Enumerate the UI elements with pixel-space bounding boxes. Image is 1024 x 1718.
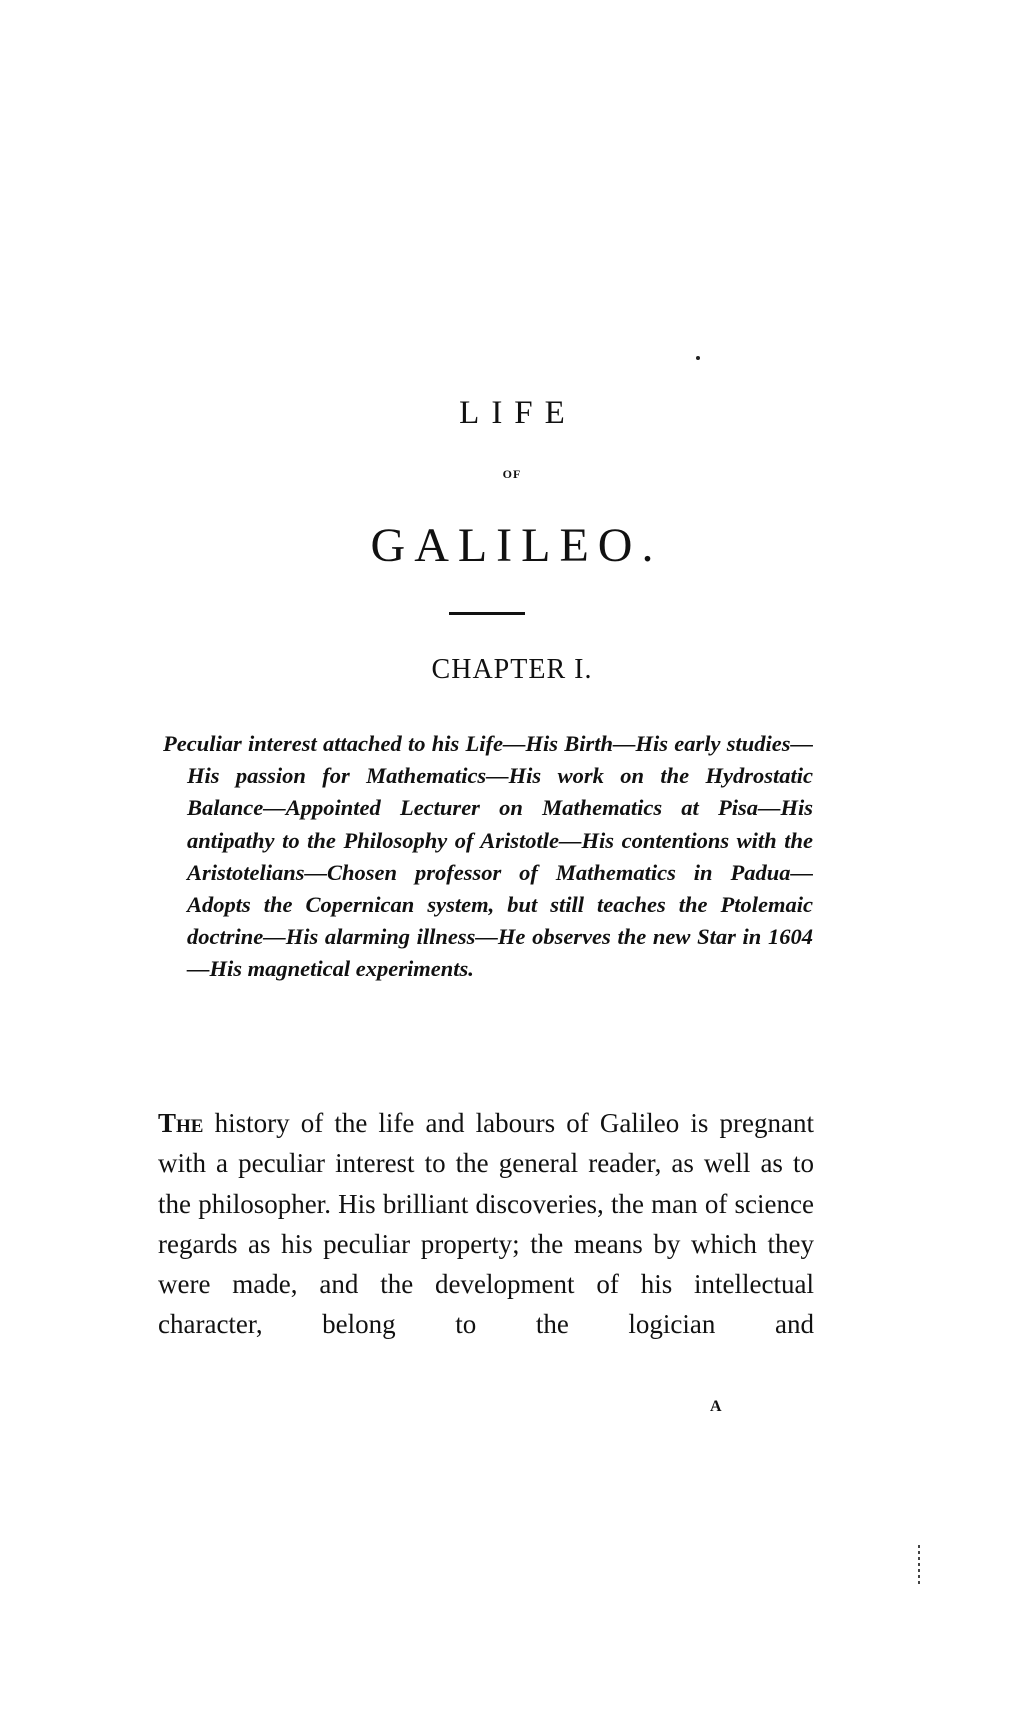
chapter-synopsis: Peculiar interest attached to his Life—His Birth—His early studies—His passion for Mathematics—His work on the Hydrostatic Balance—Appointed Lecturer on Mathematics at Pisa—His antipathy to the Philosophy of Aristotle—His contentions with the Aristotelians—Chosen professor of Mathematics in Padua—Adopts the Copernican system, but still teaches the Ptolemaic doctrine—His alarming illness—He observes the new Star in 1604—His magnetical experiments. <box>163 731 813 982</box>
title-rule <box>449 612 525 615</box>
opening-word: The <box>158 1108 204 1138</box>
margin-marks <box>918 1545 922 1585</box>
title-galileo: GALILEO. <box>370 519 663 572</box>
chapter-heading: CHAPTER I. <box>431 654 593 685</box>
title-of: OF <box>502 467 522 481</box>
paragraph-text: history of the life and labours of Galileo is pregnant with a peculiar interest to the general reader, as well as to the philosopher. His brilliant discoveries, the man of science regards as his peculiar property; the means by which they were made, and the development of his intellectual character, belong to the logician and <box>158 1108 814 1340</box>
ink-speck <box>696 356 700 360</box>
body-paragraph <box>158 1103 814 1345</box>
signature-mark: A <box>710 1398 722 1415</box>
title-life: LIFE <box>459 395 577 431</box>
